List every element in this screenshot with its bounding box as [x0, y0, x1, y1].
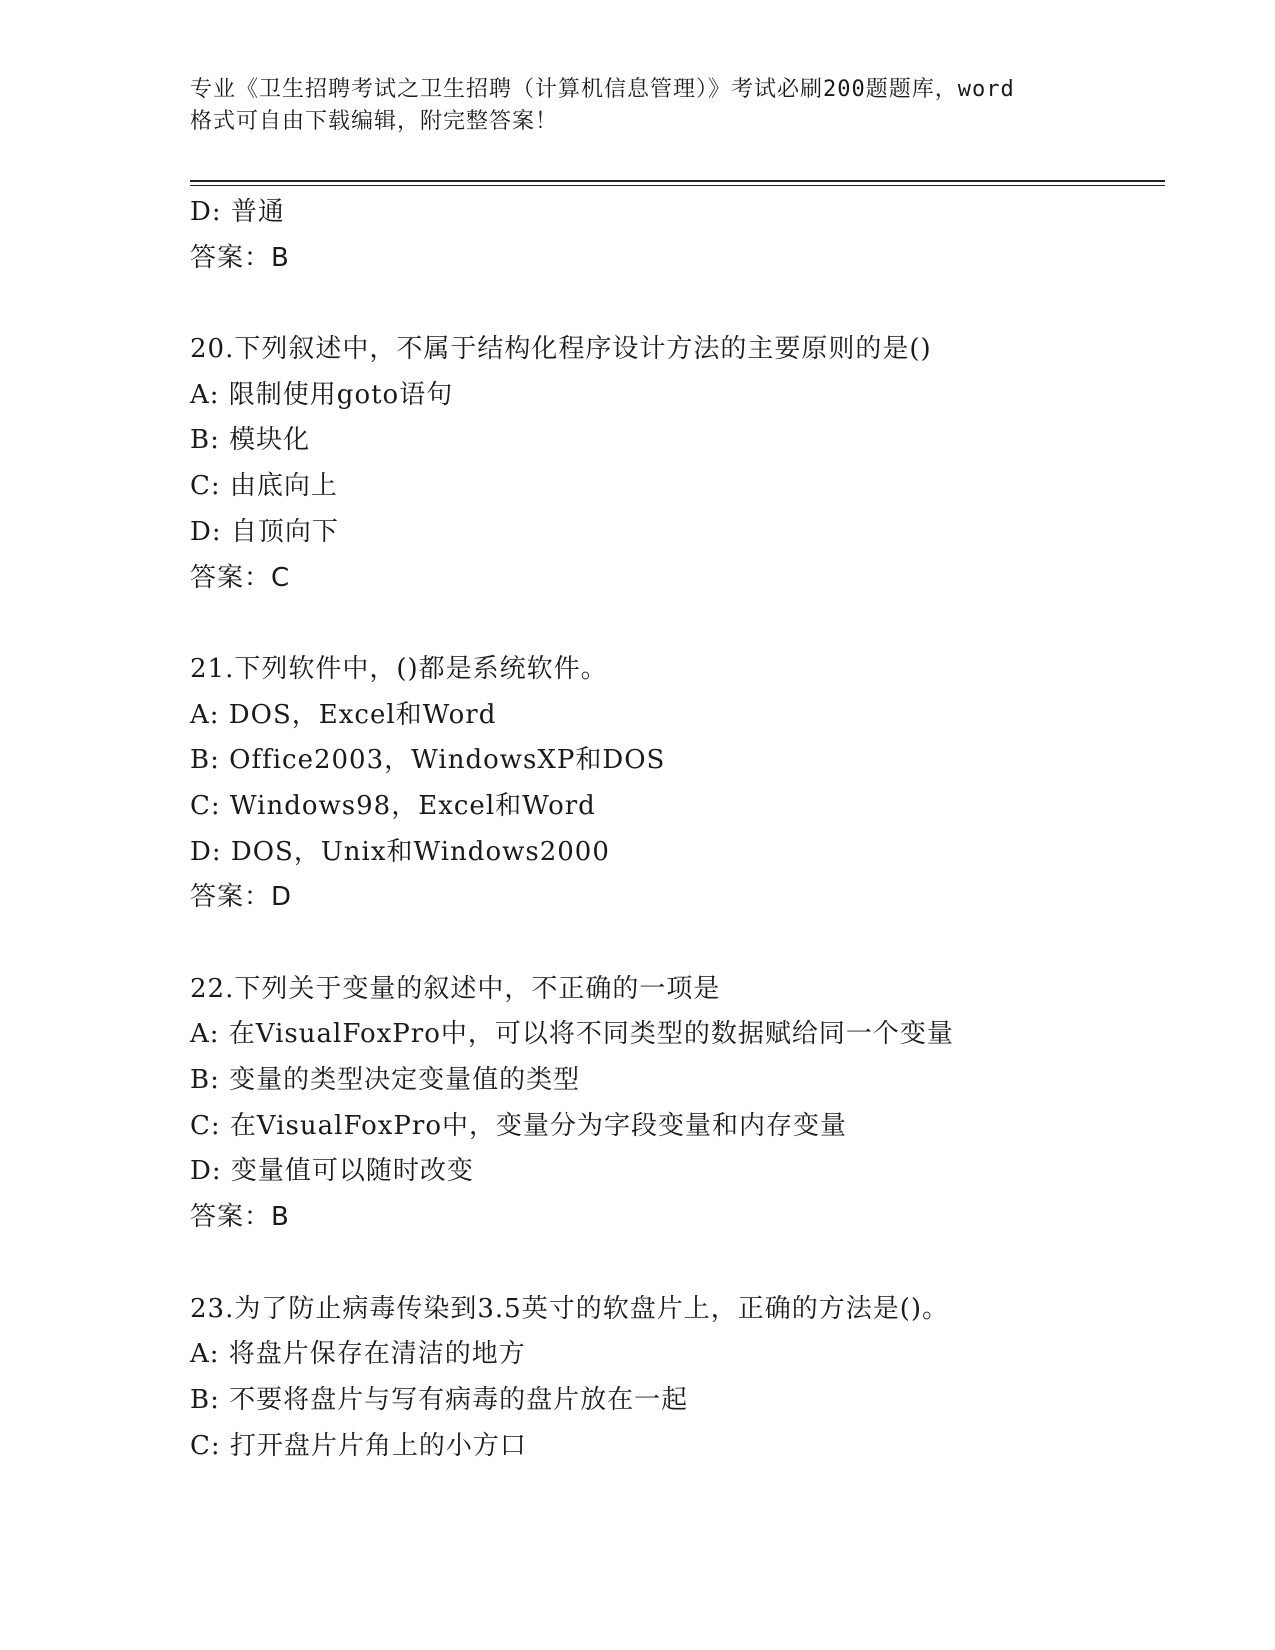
question-21-stem: 21.下列软件中，()都是系统软件。	[190, 653, 608, 684]
question-22-option-b: B: 变量的类型决定变量值的类型	[190, 1065, 581, 1096]
prev-answer: 答案：B	[190, 242, 290, 273]
question-20-stem: 20.下列叙述中，不属于结构化程序设计方法的主要原则的是()	[190, 334, 932, 365]
question-23-option-a: A: 将盘片保存在清洁的地方	[190, 1339, 526, 1370]
question-20-option-b: B: 模块化	[190, 425, 311, 456]
spacer	[190, 921, 1150, 967]
question-22-stem: 22.下列关于变量的叙述中，不正确的一项是	[190, 973, 721, 1004]
question-20-option-c: C: 由底向上	[190, 471, 338, 502]
header-divider-thin	[190, 185, 1165, 186]
question-20-option-d: D: 自顶向下	[190, 516, 339, 547]
spacer	[190, 281, 1150, 327]
document-header	[190, 74, 1110, 138]
question-22-option-a: A: 在VisualFoxPro中，可以将不同类型的数据赋给同一个变量	[190, 1019, 954, 1050]
question-20-answer: 答案：C	[190, 562, 291, 593]
question-23-option-c: C: 打开盘片片角上的小方口	[190, 1430, 527, 1461]
question-20-option-a: A: 限制使用goto语句	[190, 379, 454, 410]
header-divider-thick	[190, 180, 1165, 182]
spacer	[190, 601, 1150, 647]
question-21-option-a: A: DOS，Excel和Word	[190, 699, 497, 730]
header-line-2: 格式可自由下载编辑，附完整答案！	[190, 109, 559, 134]
question-22-option-d: D: 变量值可以随时改变	[190, 1156, 474, 1187]
header-line-1: 专业《卫生招聘考试之卫生招聘（计算机信息管理）》考试必刷200题题库，word	[190, 77, 1015, 102]
question-22-option-c: C: 在VisualFoxPro中，变量分为字段变量和内存变量	[190, 1110, 847, 1141]
question-21-option-c: C: Windows98，Excel和Word	[190, 790, 596, 821]
question-23-option-b: B: 不要将盘片与写有病毒的盘片放在一起	[190, 1384, 689, 1415]
prev-option-d: D: 普通	[190, 197, 285, 227]
question-21-option-d: D: DOS，Unix和Windows2000	[190, 836, 610, 867]
question-23-stem: 23.为了防止病毒传染到3.5英寸的软盘片上，正确的方法是()。	[190, 1293, 949, 1324]
question-list	[190, 190, 1150, 1469]
spacer	[190, 1241, 1150, 1287]
question-21-answer: 答案：D	[190, 882, 293, 913]
question-22-answer: 答案：B	[190, 1202, 290, 1233]
question-21-option-b: B: Office2003，WindowsXP和DOS	[190, 745, 666, 776]
